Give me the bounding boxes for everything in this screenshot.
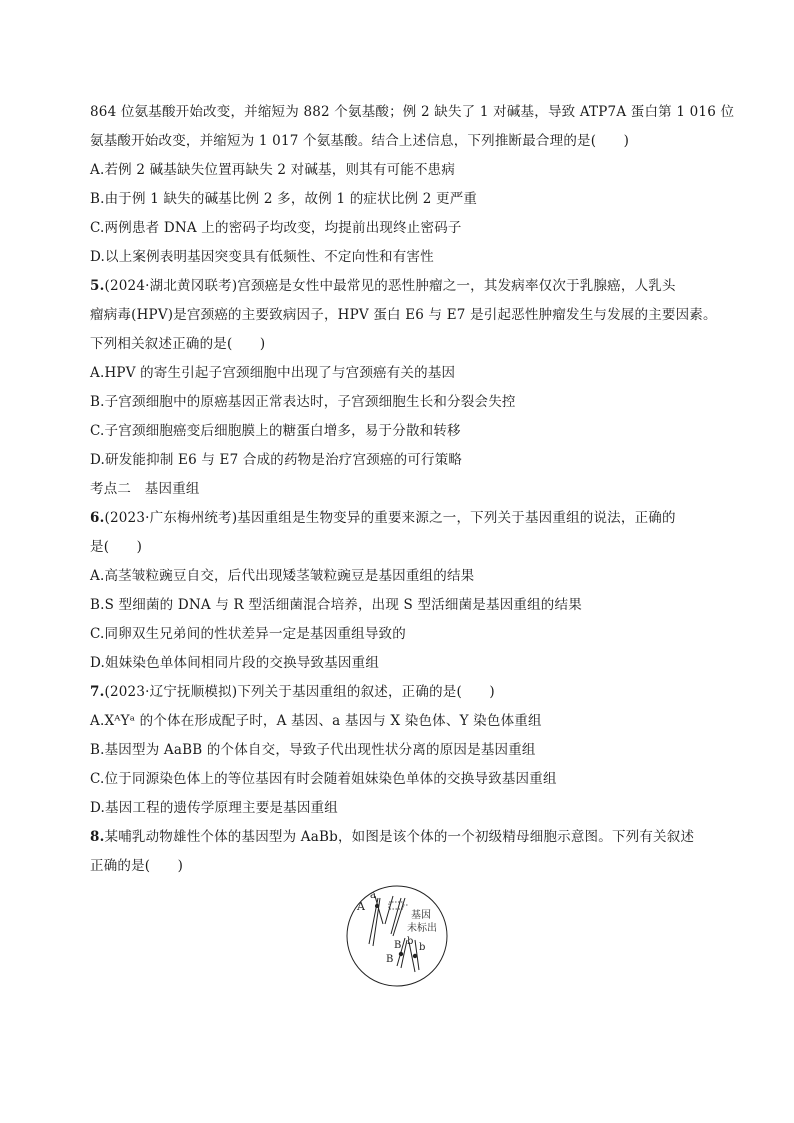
- q6-stem-line2: 是( ): [90, 539, 143, 555]
- q5-stem-line3: 下列相关叙述正确的是( ): [90, 336, 266, 352]
- q6-option-c: C.同卵双生兄弟间的性状差异一定是基因重组导致的: [90, 626, 406, 642]
- section-heading: 考点二 基因重组: [90, 481, 200, 497]
- q4-option-b: B.由于例 1 缺失的碱基比例 2 多，故例 1 的症状比例 2 更严重: [90, 191, 478, 207]
- q5-option-b: B.子宫颈细胞中的原癌基因正常表达时，子宫颈细胞生长和分裂会失控: [90, 394, 516, 410]
- q8-text-line1: 某哺乳动物雄性个体的基因型为 AaBb，如图是该个体的一个初级精母细胞示意图。下列有关叙述: [104, 829, 695, 845]
- q7-number: 7.: [90, 684, 105, 700]
- q7-option-d: D.基因工程的遗传学原理主要是基因重组: [90, 800, 338, 816]
- q6-number: 6.: [90, 510, 105, 526]
- q7-option-b: B.基因型为 AaBB 的个体自交，导致子代出现性状分离的原因是基因重组: [90, 742, 536, 758]
- q7-option-a: A.XᴬYᵃ 的个体在形成配子时，A 基因、a 基因与 X 染色体、Y 染色体重组: [90, 713, 542, 729]
- q5-option-a: A.HPV 的寄生引起子宫颈细胞中出现了与宫颈癌有关的基因: [90, 365, 456, 381]
- q4-option-d: D.以上案例表明基因突变具有低频性、不定向性和有害性: [90, 249, 434, 265]
- q6-option-a: A.高茎皱粒豌豆自交，后代出现矮茎皱粒豌豆是基因重组的结果: [90, 568, 475, 584]
- q8-number: 8.: [90, 829, 105, 845]
- q6-stem-line1: [90, 509, 710, 527]
- q7-stem-line1: [90, 683, 710, 701]
- cell-diagram: [345, 884, 449, 988]
- note-line1: 基因: [411, 910, 431, 921]
- centromere-dot: [413, 954, 417, 958]
- q4-option-a: A.若例 2 碱基缺失位置再缺失 2 对碱基，则其有可能不患病: [90, 162, 456, 178]
- chromatid-3: [375, 896, 383, 924]
- q4-stem-line2: 氨基酸开始改变，并缩短为 1 017 个氨基酸。结合上述信息，下列推断最合理的是( ): [90, 133, 630, 149]
- chromatid-4: [385, 896, 393, 924]
- q4-stem-line1: 864 位氨基酸开始改变，并缩短为 882 个氨基酸；例 2 缺失了 1 对碱基，导致 ATP7A 蛋白第 1 016 位: [90, 104, 735, 120]
- centromere-dot: [375, 904, 379, 908]
- label-B-top: B: [394, 940, 402, 951]
- q5-stem-line2: 瘤病毒(HPV)是宫颈癌的主要致病因子，HPV 蛋白 E6 与 E7 是引起恶性肿瘤发生与发展的主要因素。: [90, 307, 717, 323]
- label-b-right: b: [419, 942, 426, 953]
- q7-text-line1: (2023·辽宁抚顺模拟)下列关于基因重组的叙述，正确的是( ): [104, 684, 495, 700]
- q6-option-b: B.S 型细菌的 DNA 与 R 型活细菌混合培养，出现 S 型活细菌是基因重组的结果: [90, 597, 582, 613]
- q8-stem-line2: 正确的是( ): [90, 858, 184, 874]
- q8-stem-line1: [90, 828, 710, 846]
- q5-option-d: D.研发能抑制 E6 与 E7 合成的药物是治疗宫颈癌的可行策略: [90, 452, 463, 468]
- q5-text-line1: (2024·湖北黄冈联考)宫颈癌是女性中最常见的恶性肿瘤之一，其发病率仅次于乳腺癌，人乳头: [104, 278, 676, 294]
- q5-option-c: C.子宫颈细胞癌变后细胞膜上的糖蛋白增多，易于分散和转移: [90, 423, 461, 439]
- label-B-bottom: B: [386, 954, 394, 965]
- note-line2: 未标出: [407, 923, 437, 934]
- q5-number: 5.: [90, 278, 105, 294]
- q5-stem-line1: [90, 277, 710, 295]
- primary-spermatocyte-figure: [345, 884, 449, 988]
- centromere-dot: [399, 952, 403, 956]
- label-b-top: b: [407, 936, 414, 947]
- q6-text-line1: (2023·广东梅州统考)基因重组是生物变异的重要来源之一，下列关于基因重组的说法，正确的: [104, 510, 676, 526]
- label-a: a: [370, 890, 376, 901]
- q7-option-c: C.位于同源染色体上的等位基因有时会随着姐妹染色单体的交换导致基因重组: [90, 771, 557, 787]
- q6-option-d: D.姐妹染色单体间相同片段的交换导致基因重组: [90, 655, 380, 671]
- q4-option-c: C.两例患者 DNA 上的密码子均改变，均提前出现终止密码子: [90, 220, 462, 236]
- label-A: A: [357, 900, 365, 913]
